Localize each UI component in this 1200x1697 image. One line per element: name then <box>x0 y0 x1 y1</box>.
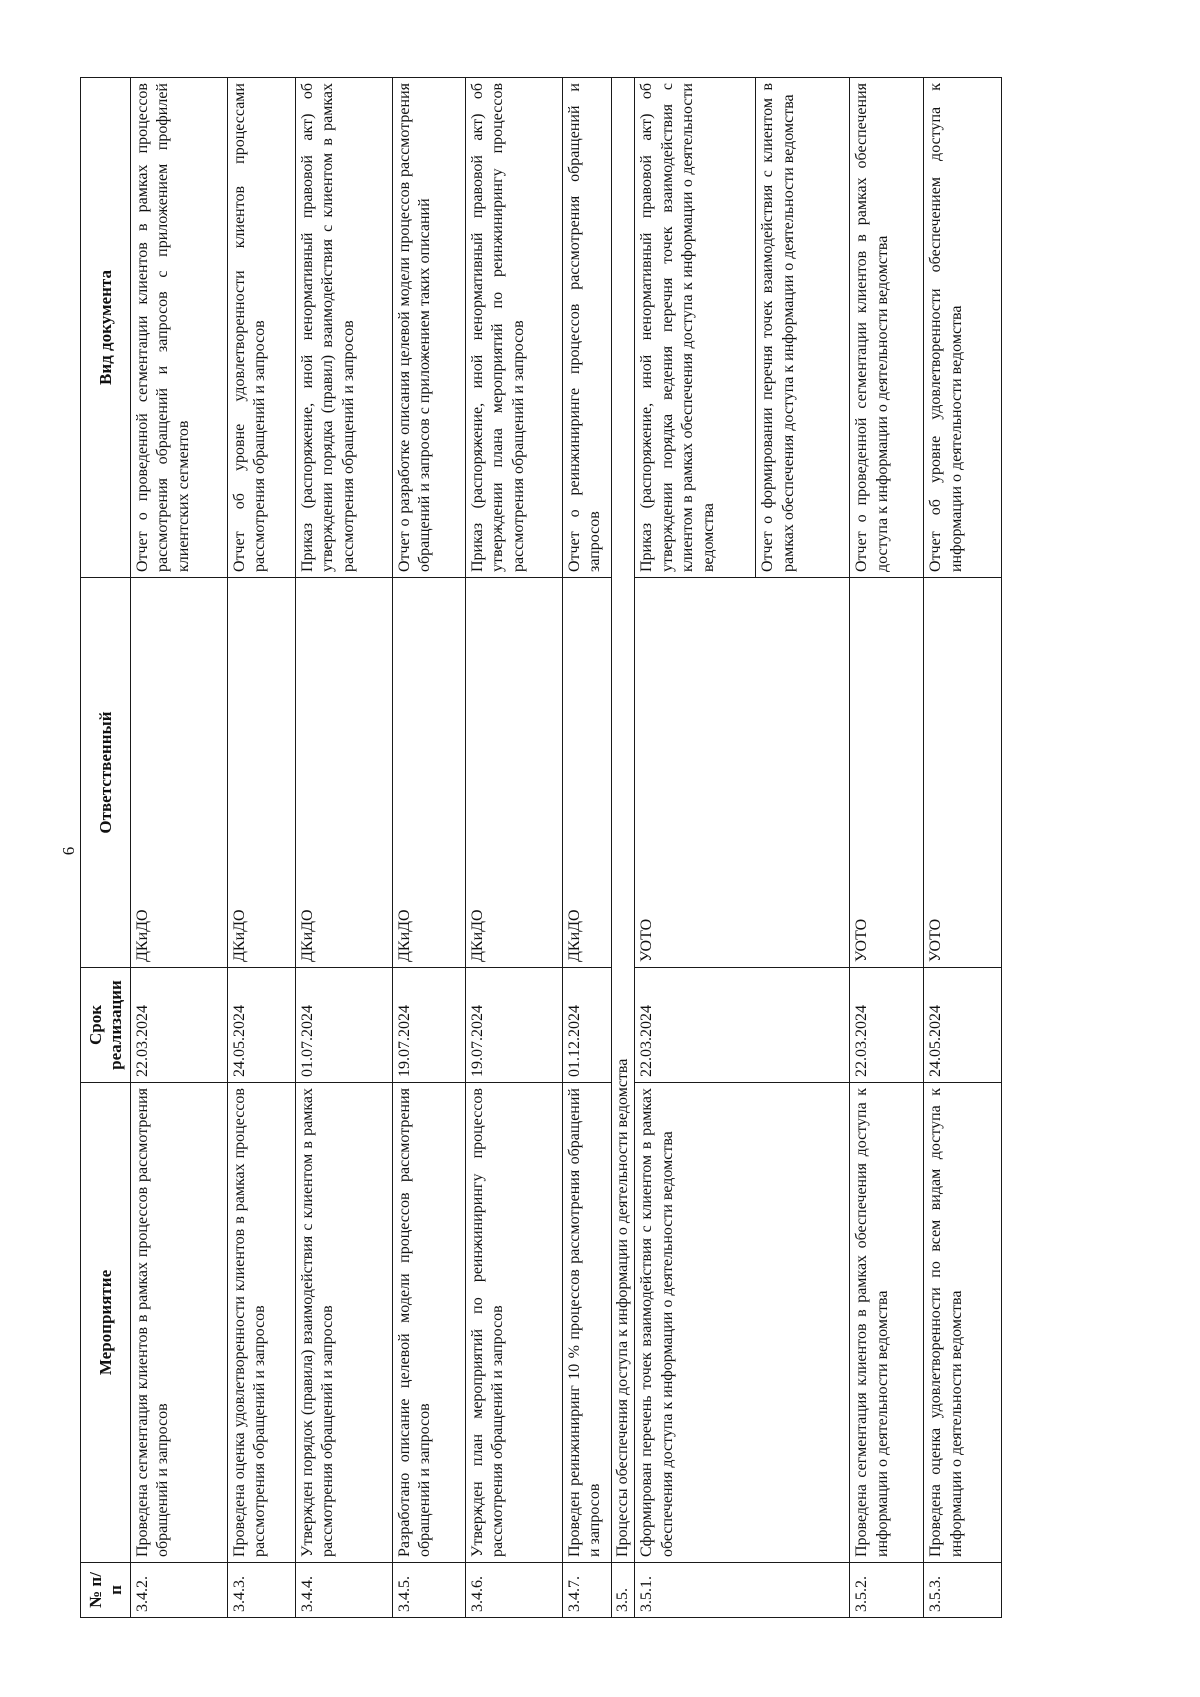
table-row <box>850 78 924 1618</box>
cell-activity: Проведена сегментация клиентов в рамках процессов рассмотрения обращений и запросов <box>131 1083 228 1563</box>
cell-activity: Проведена оценка удовлетворенности по всем видам доступа к информации о деятельности ведомства <box>924 1083 1002 1563</box>
doc-type-order: Приказ (распоряжение, иной ненормативный правовой акт) об утверждении порядка ведения перечня точек взаимодействия с клиентом в рамках обеспечения доступа к информации о деятельности ведомства <box>638 83 717 572</box>
header-num: № п/п <box>81 1563 131 1618</box>
header-deadline: Срок реализации <box>81 968 131 1083</box>
cell-responsible: ДКиДО <box>563 578 612 968</box>
cell-responsible: ДКиДО <box>131 578 228 968</box>
cell-activity: Проведен реинжиниринг 10 % процессов рассмотрения обращений и запросов <box>563 1083 612 1563</box>
table-row <box>131 78 228 1618</box>
table-row <box>296 78 393 1618</box>
cell-deadline: 24.05.2024 <box>924 968 1002 1083</box>
cell-deadline: 19.07.2024 <box>393 968 466 1083</box>
cell-deadline: 01.07.2024 <box>296 968 393 1083</box>
table-row <box>228 78 296 1618</box>
section-num: 3.5. <box>612 1563 635 1618</box>
cell-doc-type: Отчет о проведенной сегментации клиентов в рамках обеспечения доступа к информации о деятельности ведомства <box>850 78 924 578</box>
cell-responsible: УОТО <box>850 578 924 968</box>
cell-responsible: УОТО <box>635 578 850 968</box>
cell-num: 3.4.7. <box>563 1563 612 1618</box>
cell-responsible: ДКиДО <box>393 578 466 968</box>
page-number: 6 <box>59 846 78 856</box>
cell-activity: Проведена оценка удовлетворенности клиентов в рамках процессов рассмотрения обращений и запросов <box>228 1083 296 1563</box>
cell-deadline: 01.12.2024 <box>563 968 612 1083</box>
activities-table <box>80 77 1002 1618</box>
section-title: Процессы обеспечения доступа к информации о деятельности ведомства <box>612 78 635 1563</box>
cell-responsible: ДКиДО <box>296 578 393 968</box>
table-row <box>635 78 850 1618</box>
cell-doc-type: Отчет о разработке описания целевой модели процессов рассмотрения обращений и запросов с приложением таких описаний <box>393 78 466 578</box>
table-row <box>466 78 563 1618</box>
cell-num: 3.5.3. <box>924 1563 1002 1618</box>
cell-num: 3.4.4. <box>296 1563 393 1618</box>
table-header-row <box>81 78 131 1618</box>
cell-activity: Разработано описание целевой модели процессов рассмотрения обращений и запросов <box>393 1083 466 1563</box>
cell-doc-type <box>635 78 850 578</box>
cell-deadline: 22.03.2024 <box>850 968 924 1083</box>
cell-doc-type: Отчет об уровне удовлетворенности клиентов процессами рассмотрения обращений и запросов <box>228 78 296 578</box>
cell-activity: Утвержден порядок (правила) взаимодействия с клиентом в рамках рассмотрения обращений и запросов <box>296 1083 393 1563</box>
header-activity: Мероприятие <box>81 1083 131 1563</box>
cell-deadline: 19.07.2024 <box>466 968 563 1083</box>
cell-num: 3.5.2. <box>850 1563 924 1618</box>
cell-doc-type: Приказ (распоряжение, иной ненормативный правовой акт) об утверждении плана мероприятий по реинжинирингу процессов рассмотрения обращений и запросов <box>466 78 563 578</box>
cell-responsible: УОТО <box>924 578 1002 968</box>
cell-deadline: 24.05.2024 <box>228 968 296 1083</box>
cell-activity: Утвержден план мероприятий по реинжинирингу процессов рассмотрения обращений и запросов <box>466 1083 563 1563</box>
cell-doc-type: Приказ (распоряжение, иной ненормативный правовой акт) об утверждении порядка (правил) взаимодействия с клиентом в рамках рассмотрения обращений и запросов <box>296 78 393 578</box>
table-row <box>393 78 466 1618</box>
header-responsible: Ответственный <box>81 578 131 968</box>
cell-num: 3.4.6. <box>466 1563 563 1618</box>
table-row <box>924 78 1002 1618</box>
cell-activity: Проведена сегментация клиентов в рамках обеспечения доступа к информации о деятельности ведомства <box>850 1083 924 1563</box>
cell-num: 3.4.5. <box>393 1563 466 1618</box>
cell-deadline: 22.03.2024 <box>635 968 850 1083</box>
doc-type-report: Отчет о формировании перечня точек взаимодействия с клиентом в рамках обеспечения доступа к информации о деятельности ведомства <box>755 78 799 577</box>
cell-responsible: ДКиДО <box>466 578 563 968</box>
cell-deadline: 22.03.2024 <box>131 968 228 1083</box>
cell-num: 3.4.3. <box>228 1563 296 1618</box>
cell-responsible: ДКиДО <box>228 578 296 968</box>
section-row <box>612 78 635 1618</box>
cell-doc-type: Отчет об уровне удовлетворенности обеспечением доступа к информации о деятельности ведомства <box>924 78 1002 578</box>
cell-doc-type: Отчет о проведенной сегментации клиентов в рамках процессов рассмотрения обращений и запросов с приложением профилей клиентских сегментов <box>131 78 228 578</box>
cell-activity: Сформирован перечень точек взаимодействия с клиентом в рамках обеспечения доступа к информации о деятельности ведомства <box>635 1083 850 1563</box>
rotated-table-container <box>80 78 1080 1618</box>
cell-num: 3.4.2. <box>131 1563 228 1618</box>
table-row <box>563 78 612 1618</box>
header-doc-type: Вид документа <box>81 78 131 578</box>
cell-num: 3.5.1. <box>635 1563 850 1618</box>
cell-doc-type: Отчет о реинжиниринге процессов рассмотрения обращений и запросов <box>563 78 612 578</box>
